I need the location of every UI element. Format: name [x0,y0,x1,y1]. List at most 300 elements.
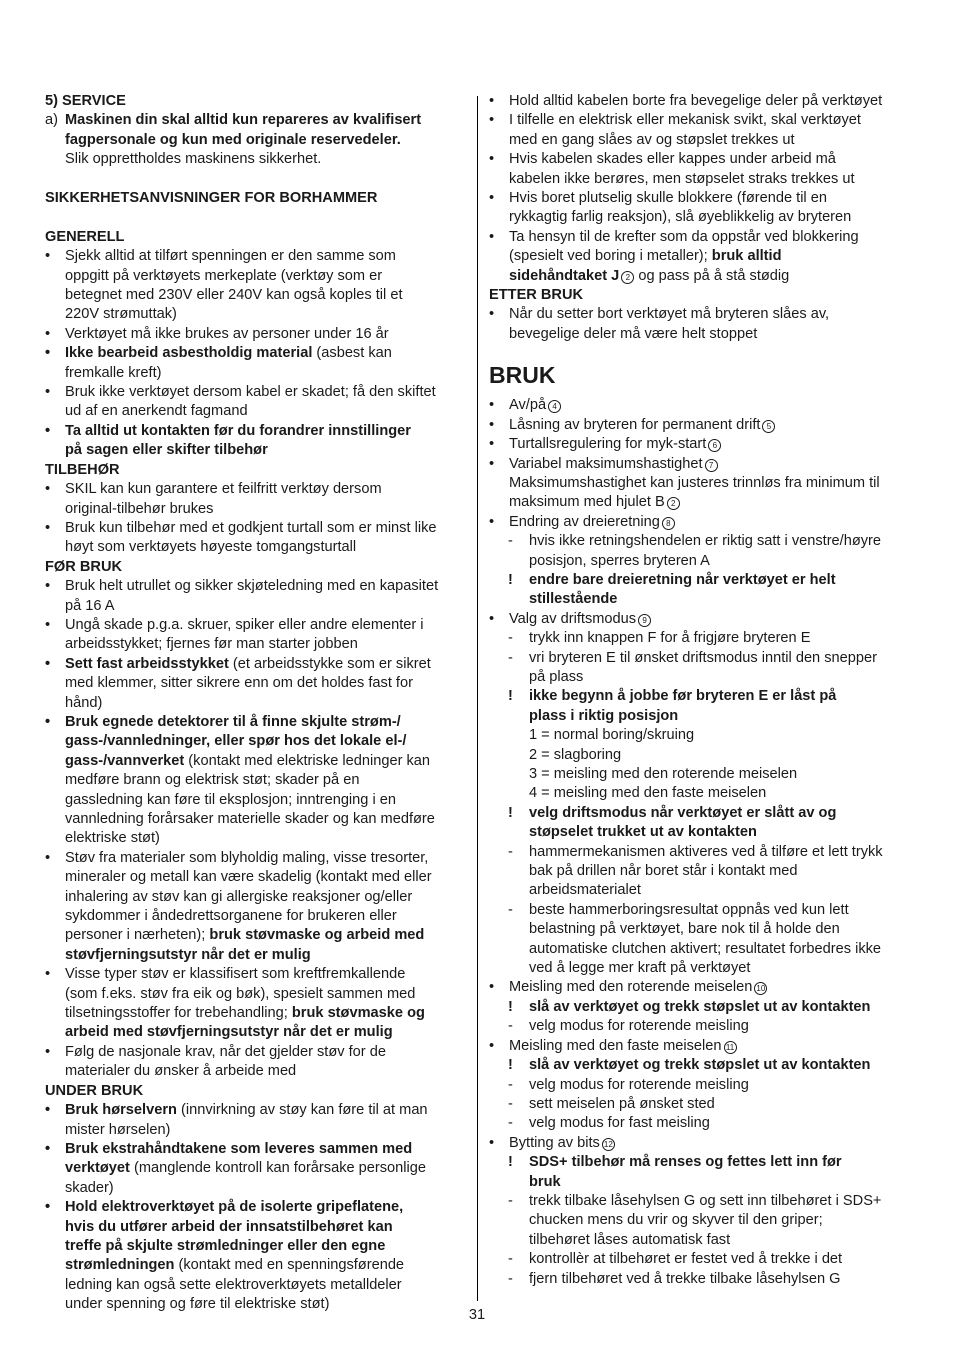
text: Maksimumshastighet kan justeres trinnløs fra minimum til [509,474,880,491]
text: gassledning kan føre til eksplosjon; inntrenging i en [65,791,396,808]
list-marker: • [45,248,51,265]
list-item [45,1101,470,1120]
list-marker: • [45,578,51,595]
list-item-continuation [489,668,914,687]
list-marker: • [45,655,51,672]
list-item-continuation [45,402,470,421]
list-marker: ! [508,998,513,1015]
list-item [45,344,470,363]
bold-text: SDS+ tilbehør må renses og fettes lett inn før [529,1154,842,1171]
list-item [489,1095,914,1114]
text: rykkagtig farlig reaksjon), slå øyeblikkelig av bryteren [509,209,852,226]
list-item [45,519,470,538]
list-marker: • [45,422,51,439]
list-item-continuation [45,1237,470,1256]
text: tilbehøret låses automatisk fast [529,1231,731,1248]
list-item-continuation [45,267,470,286]
list-item [489,305,914,324]
list-item-continuation [489,746,914,765]
list-marker: - [508,1115,513,1132]
bold-text: Bruk ekstrahåndtakene som leveres sammen med [65,1140,413,1157]
list-item [489,610,914,629]
text: vri bryteren E til ønsket driftsmodus inntil den snepper [529,649,877,666]
figure-ref-number: 8 [662,517,675,530]
list-item-continuation [45,946,470,965]
text: belastning på verktøyet, bare nok til å holde den [529,921,840,938]
section-heading: ETTER BRUK [489,287,584,304]
bold-text: Hold elektroverktøyet på de isolerte gripeflatene, [65,1199,404,1216]
list-item-continuation [489,765,914,784]
bold-text: Sett fast arbeidsstykket [65,655,229,672]
list-item-continuation [45,694,470,713]
text: fremkalle kreft) [65,364,162,381]
list-marker: • [45,325,51,342]
figure-ref-number: 6 [708,439,721,452]
list-item [489,189,914,208]
section-heading: 5) SERVICE [45,93,126,109]
list-item-continuation [489,131,914,150]
section-heading: GENERELL [45,228,125,245]
bold-text: treffe på skjulte strømledninger eller den egne [65,1237,386,1254]
list-item [489,649,914,668]
bold-text: slå av verktøyet og trekk støpslet ut av kontakten [529,998,871,1015]
list-item-continuation [45,829,470,848]
list-item [489,687,914,706]
list-marker: • [45,966,51,983]
text: og pass på å stå stødig [634,267,790,284]
list-item [489,1192,914,1211]
text: bevegelige deler må være helt stoppet [509,325,758,342]
list-marker: a) [45,112,58,129]
text: chucken mens du vrir og skyver til den griper; [529,1212,823,1229]
list-marker: • [45,384,51,401]
list-item-continuation [489,493,914,512]
list-item [489,843,914,862]
list-item-continuation [45,888,470,907]
list-marker: • [45,519,51,536]
text: 220V strømuttak) [65,306,177,323]
text: personer i nærheten); [65,927,210,944]
figure-ref-number: 12 [602,1138,615,1151]
list-item-continuation [45,1121,470,1140]
text: med en gang slåes av og støpslet trekkes ut [509,131,795,148]
list-item-continuation [45,500,470,519]
list-item [489,998,914,1017]
list-marker: • [489,1037,495,1054]
list-item [489,1017,914,1036]
section-heading: FØR BRUK [45,558,123,575]
bold-text: Ikke bearbeid asbestholdig material [65,345,313,362]
figure-ref-number: 7 [705,459,718,472]
bold-text: støpselet trukket ut av kontakten [529,824,757,841]
text: 3 = meisling med den roterende meiselen [529,766,798,782]
list-item [45,1043,470,1062]
list-item [489,435,914,454]
left-column [45,92,470,1315]
figure-ref-number: 11 [724,1041,737,1054]
text: (asbest kan [312,345,392,362]
text: Hvis boret plutselig skulle blokkere (førende til en [509,190,827,207]
list-item [489,396,914,415]
list-item-continuation [45,441,470,460]
list-item [45,577,470,596]
list-item [489,571,914,590]
list-marker: - [508,1076,513,1093]
list-marker: - [508,1270,513,1287]
text: Meisling med den roterende meiselen [509,979,753,996]
text: materialer du ønsker å arbeide med [65,1063,297,1080]
list-marker: • [45,1199,51,1216]
list-item-continuation [45,1004,470,1023]
bold-text: bruk [529,1173,561,1190]
list-marker: ! [508,688,513,705]
text: (innvirkning av støy kan føre til at man [176,1102,428,1119]
right-column [489,92,914,1289]
list-item [489,1250,914,1269]
bold-text: velg driftsmodus når verktøyet er slått av og [529,804,837,821]
list-item-continuation [489,325,914,344]
list-marker: - [508,649,513,666]
text: Variabel maksimumshastighet [509,455,703,472]
text: høyt som verktøyets høyeste tomgangsturtall [65,539,357,556]
text: (som f.eks. støv fra eik og bøk), spesielt sammen med [65,985,416,1002]
list-item [489,804,914,823]
text: betegnet med 230V eller 240V kan også koples til et [65,287,403,304]
list-marker: • [45,849,51,866]
list-item [45,325,470,344]
list-marker: - [508,533,513,550]
text: automatiske clutchen aktivert; resultatet forbedres ikke [529,940,882,957]
bold-text: stillestående [529,591,618,608]
text: hånd) [65,694,103,711]
list-marker: • [489,397,495,414]
figure-ref-number: 10 [754,982,767,995]
text: medføre brann og elektrisk støt; skader på en [65,772,360,789]
list-item-continuation [489,959,914,978]
list-marker: • [45,616,51,633]
text: velg modus for roterende meisling [529,1018,749,1035]
list-item-continuation [45,1062,470,1081]
text: Bytting av bits [509,1134,600,1151]
list-marker: - [508,1018,513,1035]
list-marker: - [508,630,513,647]
text: Av/på [509,397,547,414]
bold-text: plass i riktig posisjon [529,707,679,724]
list-item-continuation [45,597,470,616]
bold-text: bruk alltid [711,248,782,265]
text: under spenning og føre til elektriske støt) [65,1296,330,1313]
text: Bruk helt utrullet og sikker skjøteledning med en kapasitet [65,578,439,595]
list-item-continuation [489,170,914,189]
list-item-continuation [45,907,470,926]
list-item-continuation [45,305,470,324]
text: Endring av dreieretning [509,513,660,530]
list-item-continuation [45,810,470,829]
column-divider [477,96,478,1301]
list-marker: • [489,228,495,245]
text: Slik opprettholdes maskinens sikkerhet. [65,151,322,168]
list-item-continuation [489,247,914,266]
bold-text: gass-/vannledninger, eller spør hos det lokale el-/ [65,733,407,750]
list-item-continuation [45,131,470,150]
list-marker: ! [508,1057,513,1074]
list-item-continuation [489,940,914,959]
list-item-continuation [45,635,470,654]
text: (spesielt ved boring i metaller); [509,248,712,265]
list-marker: • [45,345,51,362]
chapter-heading: BRUK [489,362,556,389]
figure-ref-number: 4 [548,400,561,413]
text: oppgitt på verktøyets merkeplate (verktøy som er [65,267,383,284]
bold-text: Bruk egnede detektorer til å finne skjulte strøm-/ [65,713,401,730]
text: på plass [529,668,584,685]
section-heading: TILBEHØR [45,461,120,478]
list-item [45,422,470,441]
list-item [45,713,470,732]
list-item-continuation [45,1218,470,1237]
list-marker: • [489,151,495,168]
list-marker: • [489,93,495,109]
text: Ta hensyn til de krefter som da oppstår ved blokkering [509,228,859,245]
bold-text: arbeid med støvfjerningsutstyr når det er mulig [65,1024,393,1041]
bold-text: støvfjerningsutstyr når det er mulig [65,946,311,963]
figure-ref-number: 2 [621,271,634,284]
bold-text: Bruk hørselvern [65,1102,177,1119]
text: Visse typer støv er klassifisert som kreftfremkallende [65,966,406,983]
list-marker: • [489,112,495,129]
list-marker: • [489,190,495,207]
text: arbeidsmaterialet [529,882,641,899]
text: Bruk kun tilbehør med et godkjent turtall som er minst like [65,519,437,536]
page-number: 31 [468,1307,486,1323]
text: arbeidsstykket; fjernes før man starter jobben [65,636,358,653]
list-item [489,978,914,997]
list-item [489,629,914,648]
text: velg modus for fast meisling [529,1115,710,1132]
text: velg modus for roterende meisling [529,1076,749,1093]
figure-ref-number: 5 [762,420,775,433]
list-marker: • [45,1043,51,1060]
list-item [489,1134,914,1153]
section-heading: SIKKERHETSANVISNINGER FOR BORHAMMER [45,190,378,207]
text: Bruk ikke verktøyet dersom kabel er skadet; få den skiftet [65,384,436,401]
list-item [489,455,914,474]
text: sykdommer i åndedrettsorganene for brukeren eller [65,908,397,925]
text: 4 = meisling med den faste meiselen [529,785,767,802]
text: (manglende kontroll kan forårsake personlige [129,1160,426,1177]
list-item-continuation [45,868,470,887]
list-item [489,416,914,435]
text: hvis ikke retningshendelen er riktig satt i venstre/høyre [529,533,882,550]
list-item [489,111,914,130]
list-marker: - [508,1251,513,1268]
text: Låsning av bryteren for permanent drift [509,416,761,433]
list-marker: • [489,416,495,433]
list-marker: • [45,1102,51,1119]
text: mineraler og metall kan være skadelig (kontakt med eller [65,869,432,886]
text: maksimum med hjulet B [509,494,665,511]
list-item-continuation [45,538,470,557]
list-item [45,655,470,674]
list-item-continuation [45,752,470,771]
list-item [489,532,914,551]
list-item-continuation [489,862,914,881]
text: sett meiselen på ønsket sted [529,1095,715,1112]
bold-text: strømledningen [65,1257,175,1274]
text: Valg av driftsmodus [509,610,637,627]
list-item-continuation [489,552,914,571]
list-item-continuation [45,985,470,1004]
text: Hold alltid kabelen borte fra bevegelige deler på verktøyet [509,93,883,109]
list-item [45,1140,470,1159]
text: mister hørselen) [65,1121,171,1138]
list-item [45,383,470,402]
list-item [489,1114,914,1133]
text: vannledning forårsaker materielle skader og kan medføre [65,811,435,827]
list-item [45,480,470,499]
text: ud af en anerkendt fagmand [65,403,248,420]
list-item [45,849,470,868]
list-item [45,965,470,984]
bold-text: sidehåndtaket J [509,267,620,284]
text: Ungå skade p.g.a. skruer, spiker eller andre elementer i [65,616,424,633]
text: med klemmer, sitter sikrere enn om det holdes fast for [65,675,413,692]
list-marker: • [489,513,495,530]
text: inhalering av støv kan gi allergiske reaksjoner og/eller [65,888,413,905]
text: Hvis kabelen skades eller kappes under arbeid må [509,151,836,168]
text: tilsetningsstoffer for trebehandling; [65,1005,292,1022]
list-marker: • [45,713,51,730]
text: 2 = slagboring [529,746,622,763]
list-item-continuation [45,791,470,810]
spacer [45,170,470,189]
text: Støv fra materialer som blyholdig maling, visse tresorter, [65,849,429,866]
list-marker: • [489,306,495,323]
text: hammermekanismen aktiveres ved å tilføre et lett trykk [529,843,883,860]
list-marker: • [489,979,495,996]
list-item-continuation [489,1231,914,1250]
list-item-continuation [45,364,470,383]
figure-ref-number: 2 [667,497,680,510]
list-item-continuation [489,474,914,493]
list-marker: - [508,901,513,918]
text: (kontakt med en spenningsførende [174,1257,405,1274]
text: Meisling med den faste meiselen [509,1037,722,1054]
list-item-continuation [45,1159,470,1178]
list-item-continuation [489,1211,914,1230]
bold-text: Maskinen din skal alltid kun repareres av kvalifisert [65,112,422,129]
list-marker: - [508,1095,513,1112]
list-marker: • [489,610,495,627]
list-item-continuation [489,920,914,939]
text: Verktøyet må ikke brukes av personer under 16 år [65,325,389,342]
text: (kontakt med elektriske ledninger kan [184,752,431,769]
list-item-continuation [45,771,470,790]
bold-text: Ta alltid ut kontakten før du forandrer innstillinger [65,422,411,439]
list-item-continuation [489,881,914,900]
list-marker: • [45,1140,51,1157]
list-item [489,92,914,111]
bold-text: endre bare dreieretning når verktøyet er helt [529,571,836,588]
section-heading: UNDER BRUK [45,1082,144,1099]
text: original-tilbehør brukes [65,500,214,517]
list-marker: ! [508,1154,513,1171]
list-marker: • [489,455,495,472]
list-marker: • [45,481,51,498]
list-item [489,901,914,920]
text: Sjekk alltid at tilført spenningen er den samme som [65,248,396,265]
text: skader) [65,1179,114,1196]
list-item [489,1037,914,1056]
list-item-continuation [489,726,914,745]
bold-text: på sagen eller skifter tilbehør [65,442,268,459]
text: fjern tilbehøret ved å trekke tilbake låsehylsen G [529,1270,841,1287]
list-marker: • [489,436,495,453]
list-item [45,247,470,266]
list-item-continuation [489,784,914,803]
list-marker: - [508,843,513,860]
list-item-continuation [45,674,470,693]
list-marker: • [489,1134,495,1151]
bold-text: gass-/vannverket [65,752,185,769]
list-item-continuation [489,823,914,842]
text: kabelen ikke berøres, men støpselet straks trekkes ut [509,170,855,187]
text: bak på drillen når boret står i kontakt med [529,863,798,880]
list-item-continuation [45,1256,470,1275]
text: ved å legge mer kraft på verktøyet [529,960,751,977]
bold-text: bruk støvmaske og arbeid med [209,927,425,944]
list-item-continuation [489,267,914,286]
list-item [45,111,470,130]
text: Når du setter bort verktøyet må bryteren slåes av, [509,306,830,323]
list-item-continuation [45,732,470,751]
text: SKIL kan kun garantere et feilfritt verktøy dersom [65,481,382,498]
list-item [45,616,470,635]
text: 1 = normal boring/skruing [529,727,695,744]
text: posisjon, sperres bryteren A [529,552,710,569]
list-item [489,1270,914,1289]
text: elektriske støt) [65,830,160,847]
text: beste hammerboringsresultat oppnås ved kun lett [529,901,849,918]
text: (et arbeidsstykke som er sikret [228,655,431,672]
list-item-continuation [489,1173,914,1192]
text: Følg de nasjonale krav, når det gjelder støv for de [65,1043,386,1060]
list-item-continuation [45,1276,470,1295]
list-item [489,1153,914,1172]
list-item-continuation [45,926,470,945]
list-marker: ! [508,804,513,821]
list-item-continuation [45,1179,470,1198]
bold-text: slå av verktøyet og trekk støpslet ut av kontakten [529,1057,871,1074]
list-item-continuation [489,208,914,227]
bold-text: verktøyet [65,1160,130,1177]
text: trekk tilbake låsehylsen G og sett inn tilbehøret i SDS+ [529,1192,882,1209]
list-marker: ! [508,571,513,588]
bold-text: ikke begynn å jobbe før bryteren E er låst på [529,688,837,705]
bold-text: hvis du utfører arbeid der innsatstilbehøret kan [65,1218,393,1235]
list-item-continuation [489,590,914,609]
spacer [45,208,470,227]
text: ledning kan også sette elektroverktøyets metalldeler [65,1276,402,1293]
list-item [489,150,914,169]
bold-text: bruk støvmaske og [291,1005,425,1022]
text: trykk inn knappen F for å frigjøre bryteren E [529,630,811,647]
figure-ref-number: 9 [638,614,651,627]
list-item [489,228,914,247]
text: Turtallsregulering for myk-start [509,436,707,453]
list-item-continuation [489,707,914,726]
list-item [489,1076,914,1095]
